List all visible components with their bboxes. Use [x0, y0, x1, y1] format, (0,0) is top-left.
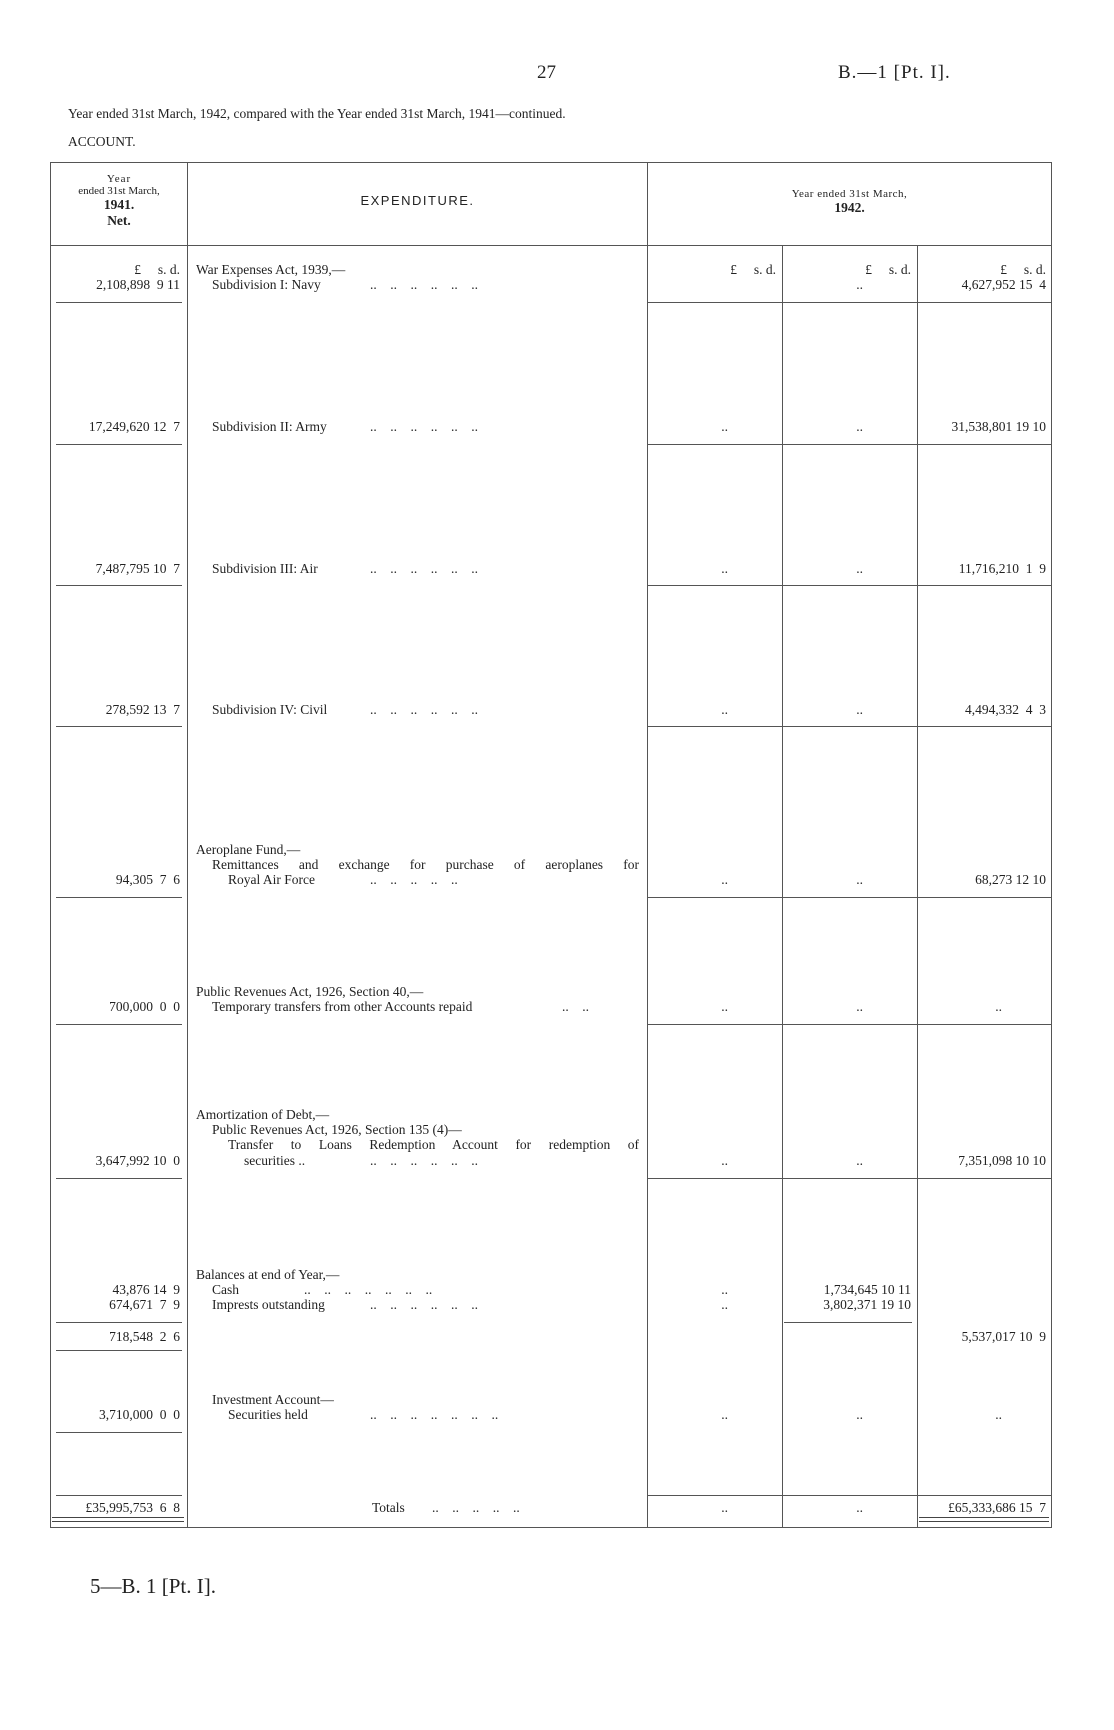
current-year-header-line1: Year ended 31st March,: [791, 188, 908, 200]
air-col2: ..: [856, 561, 863, 576]
totals-prev-amount: £35,995,753 6 8: [85, 1500, 180, 1515]
transfers-title: Public Revenues Act, 1926, Section 40,—: [196, 984, 424, 999]
amortization-title: Amortization of Debt,—: [196, 1107, 330, 1122]
transfers-prev-amount: 700,000 0 0: [109, 999, 180, 1014]
totals-col1: ..: [721, 1500, 728, 1515]
civil-col1: ..: [721, 702, 728, 717]
balances-prev-imprests: 674,671 7 9: [109, 1297, 180, 1312]
balances-prev-cash: 43,876 14 9: [112, 1282, 180, 1297]
cash-col2: 1,734,645 10 11: [823, 1282, 911, 1297]
investment-line1: Securities held: [228, 1407, 308, 1422]
navy-label: Subdivision I: Navy: [212, 277, 321, 292]
army-col2: ..: [856, 419, 863, 434]
civil-label: Subdivision IV: Civil: [212, 702, 328, 717]
aeroplane-total: 68,273 12 10: [975, 872, 1046, 887]
prev-year-header-line3: 1941.: [103, 197, 135, 212]
cash-label: Cash: [212, 1282, 239, 1297]
current-year-header-line2: 1942.: [834, 200, 865, 215]
amortization-col1: ..: [721, 1153, 728, 1168]
civil-prev-amount: 278,592 13 7: [105, 702, 180, 717]
transfers-line1: Temporary transfers from other Accounts repaid: [212, 999, 473, 1014]
cash-col1: ..: [721, 1282, 728, 1297]
prev-year-header-line4: Net.: [107, 213, 131, 228]
aeroplane-col1: ..: [721, 872, 728, 887]
army-total: 31,538,801 19 10: [951, 419, 1046, 434]
amortization-leaders: .. .. .. .. .. ..: [370, 1153, 478, 1168]
army-leaders: .. .. .. .. .. ..: [370, 419, 478, 434]
transfers-leaders: .. ..: [562, 999, 589, 1014]
amortization-line3: securities ..: [244, 1153, 306, 1168]
aeroplane-line2: Royal Air Force: [228, 872, 315, 887]
footer-signature: 5—B. 1 [Pt. I].: [90, 1574, 216, 1598]
totals-leaders: .. .. .. .. ..: [432, 1500, 520, 1515]
amortization-total: 7,351,098 10 10: [958, 1153, 1046, 1168]
amortization-line1: Public Revenues Act, 1926, Section 135 (4)—: [212, 1122, 462, 1137]
army-col1: ..: [721, 419, 728, 434]
navy-prev-amount: 2,108,898 9 11: [96, 277, 180, 292]
air-col1: ..: [721, 561, 728, 576]
imprests-leaders: .. .. .. .. .. ..: [370, 1297, 478, 1312]
investment-title: Investment Account—: [212, 1392, 334, 1407]
civil-leaders: .. .. .. .. .. ..: [370, 702, 478, 717]
transfers-col2: ..: [856, 999, 863, 1014]
navy-total: 4,627,952 15 4: [961, 277, 1046, 292]
amortization-prev-amount: 3,647,992 10 0: [95, 1153, 180, 1168]
amortization-col2: ..: [856, 1153, 863, 1168]
balances-prev-total: 718,548 2 6: [109, 1329, 180, 1344]
document-reference: B.—1 [Pt. I].: [838, 62, 951, 83]
air-leaders: .. .. .. .. .. ..: [370, 561, 478, 576]
navy-leaders: .. .. .. .. .. ..: [370, 277, 478, 292]
unit-label-col1: £ s. d.: [730, 262, 776, 277]
balances-total: 5,537,017 10 9: [961, 1329, 1046, 1344]
army-prev-amount: 17,249,620 12 7: [88, 419, 180, 434]
unit-label-col3: £ s. d.: [1000, 262, 1046, 277]
expenditure-header: EXPENDITURE.: [360, 193, 475, 208]
investment-col2: ..: [856, 1407, 863, 1422]
amortization-line2: Transfer to Loans Redemption Account for redemption of: [228, 1137, 639, 1152]
totals-grand-total: £65,333,686 15 7: [948, 1500, 1046, 1515]
civil-col2: ..: [856, 702, 863, 717]
aeroplane-prev-amount: 94,305 7 6: [115, 872, 180, 887]
war-expenses-title: War Expenses Act, 1939,—: [196, 262, 346, 277]
page-number: 27: [537, 62, 556, 83]
civil-total: 4,494,332 4 3: [965, 702, 1046, 717]
transfers-total: ..: [995, 999, 1002, 1014]
current-year-header: [648, 188, 1051, 216]
aeroplane-title: Aeroplane Fund,—: [196, 842, 301, 857]
air-total: 11,716,210 1 9: [958, 561, 1046, 576]
investment-total: ..: [995, 1407, 1002, 1422]
prev-year-header-line2: ended 31st March,: [78, 185, 160, 197]
transfers-col1: ..: [721, 999, 728, 1014]
investment-prev-amount: 3,710,000 0 0: [99, 1407, 180, 1422]
prev-year-header-line1: Year: [106, 173, 132, 185]
aeroplane-col2: ..: [856, 872, 863, 887]
imprests-col2: 3,802,371 19 10: [823, 1297, 911, 1312]
aeroplane-line1: Remittances and exchange for purchase of aeroplanes for: [212, 857, 639, 872]
investment-col1: ..: [721, 1407, 728, 1422]
balances-title: Balances at end of Year,—: [196, 1267, 340, 1282]
page-subtitle: Year ended 31st March, 1942, compared with the Year ended 31st March, 1941—continued.: [68, 106, 566, 121]
cash-leaders: .. .. .. .. .. .. ..: [304, 1282, 433, 1297]
account-label: ACCOUNT.: [68, 134, 136, 149]
investment-leaders: .. .. .. .. .. .. ..: [370, 1407, 499, 1422]
navy-col2: ..: [856, 277, 863, 292]
aeroplane-leaders: .. .. .. .. ..: [370, 872, 458, 887]
totals-label: Totals: [372, 1500, 405, 1515]
prev-year-header: [52, 173, 186, 229]
air-prev-amount: 7,487,795 10 7: [95, 561, 180, 576]
unit-label-col2: £ s. d.: [865, 262, 911, 277]
air-label: Subdivision III: Air: [212, 561, 318, 576]
totals-col2: ..: [856, 1500, 863, 1515]
imprests-label: Imprests outstanding: [212, 1297, 325, 1312]
imprests-col1: ..: [721, 1297, 728, 1312]
unit-label-prev: £ s. d.: [134, 262, 180, 277]
army-label: Subdivision II: Army: [212, 419, 327, 434]
